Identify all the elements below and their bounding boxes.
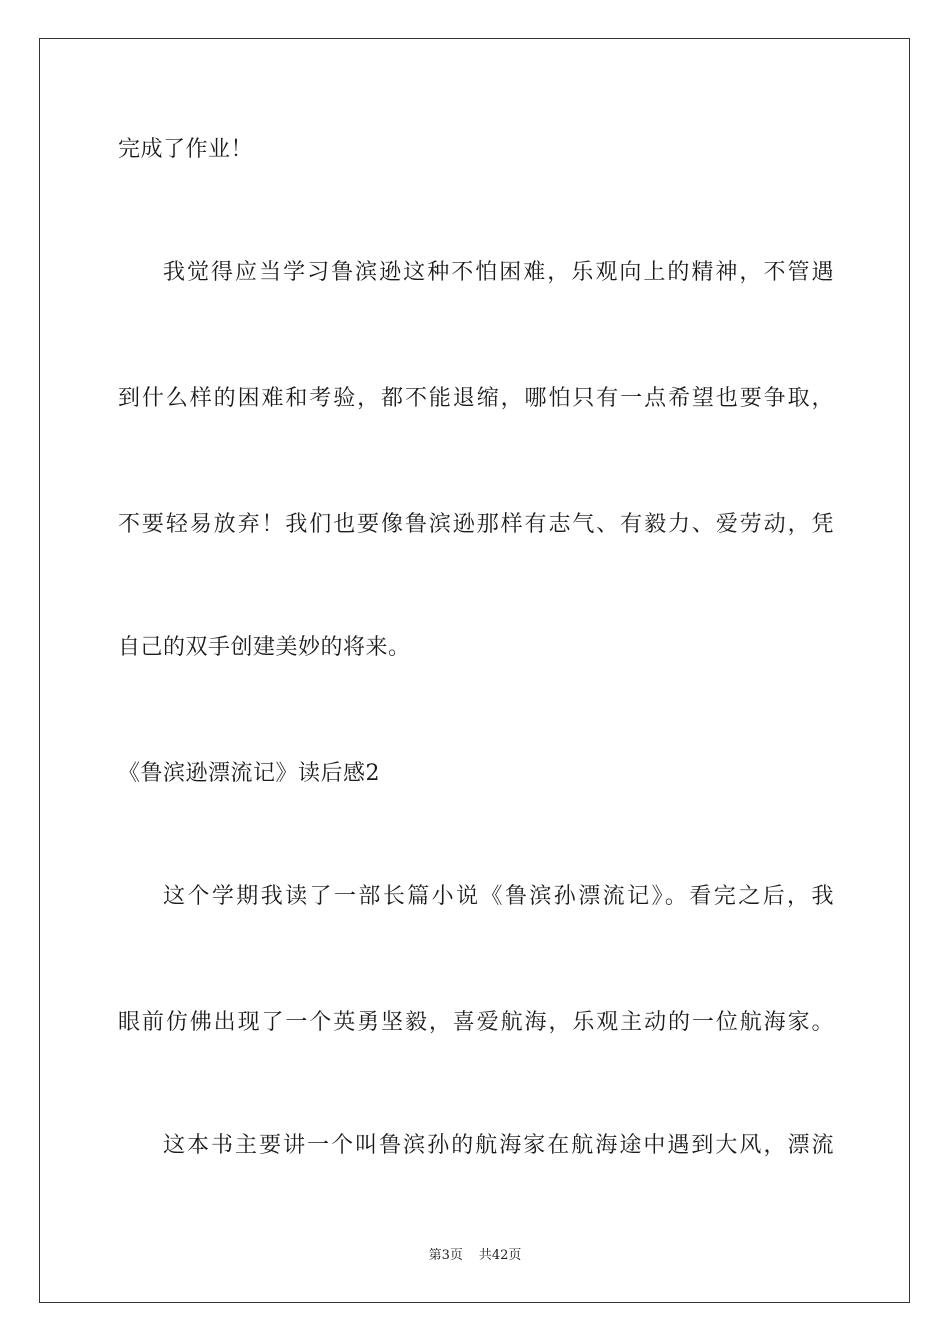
paragraph-line: 到什么样的困难和考验，都不能退缩，哪怕只有一点希望也要争取， bbox=[118, 386, 834, 411]
paragraph-line: 这个学期我读了一部长篇小说《鲁滨孙漂流记》。看完之后，我 bbox=[163, 884, 834, 909]
paragraph-line: 这本书主要讲一个叫鲁滨孙的航海家在航海途中遇到大风，漂流 bbox=[163, 1133, 834, 1158]
paragraph-line: 眼前仿佛出现了一个英勇坚毅，喜爱航海，乐观主动的一位航海家。 bbox=[118, 1010, 834, 1035]
page-number: 第3页 bbox=[428, 1248, 463, 1263]
page-frame bbox=[39, 38, 910, 1303]
paragraph-line: 不要轻易放弃！我们也要像鲁滨逊那样有志气、有毅力、爱劳动，凭 bbox=[118, 512, 834, 537]
section-heading: 《鲁滨逊漂流记》读后感2 bbox=[118, 761, 380, 786]
page-footer bbox=[0, 1247, 950, 1265]
text-line: 完成了作业！ bbox=[118, 137, 254, 162]
total-pages: 共42页 bbox=[478, 1248, 522, 1263]
paragraph-line: 我觉得应当学习鲁滨逊这种不怕困难，乐观向上的精神，不管遇 bbox=[163, 260, 834, 285]
paragraph-line: 自己的双手创建美妙的将来。 bbox=[118, 635, 411, 660]
